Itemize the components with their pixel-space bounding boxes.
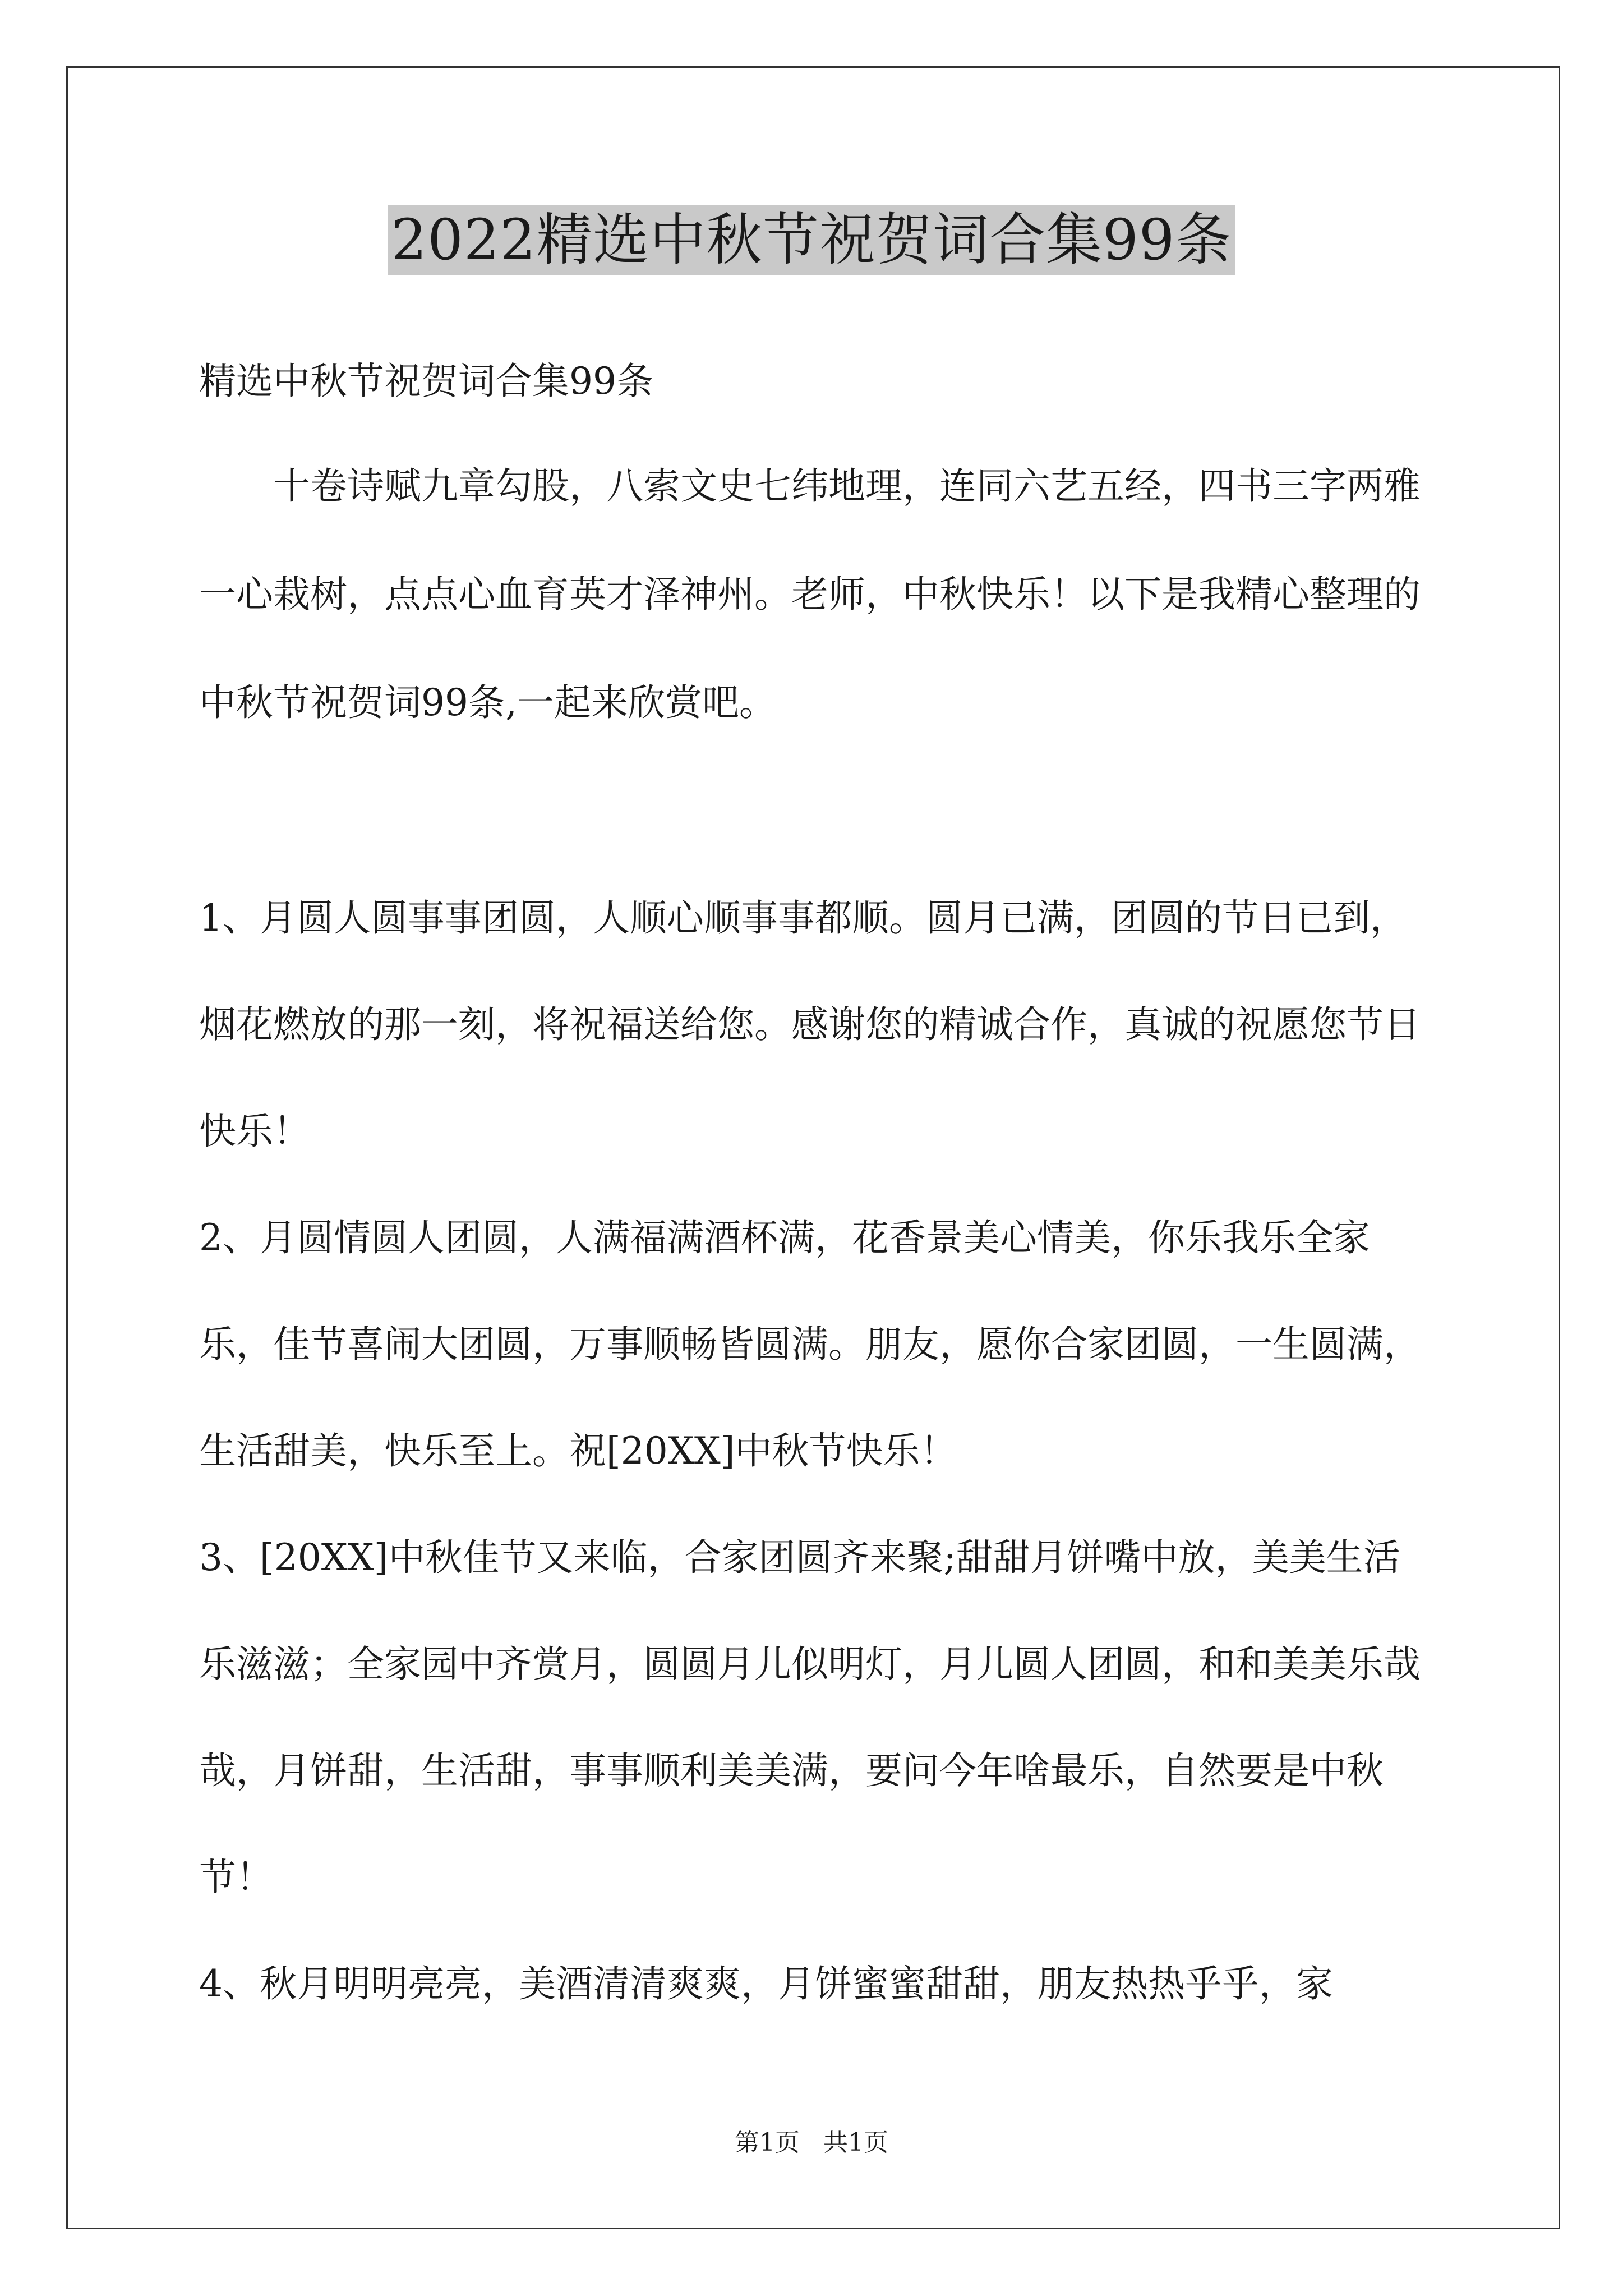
list-item: 3、[20XX]中秋佳节又来临，合家团圆齐来聚;甜甜月饼嘴中放，美美生活乐滋滋；全家园中齐赏月，圆圆月儿似明灯，月儿圆人团圆，和和美美乐哉哉，月饼甜，生活甜，事事顺利美美满，要问今年啥最乐，自然要是中秋节！	[199, 1536, 1421, 1899]
list-item: 1、月圆人圆事事团圆，人顺心顺事事都顺。圆月已满，团圆的节日已到，烟花燃放的那一刻，将祝福送给您。感谢您的精诚合作，真诚的祝愿您节日快乐！	[199, 896, 1421, 1153]
document-subtitle: 精选中秋节祝贺词合集99条	[199, 360, 653, 403]
intro-paragraph: 十卷诗赋九章勾股，八索文史七纬地理，连同六艺五经，四书三字两雅一心栽树，点点心血育英才泽神州。老师，中秋快乐！以下是我精心整理的中秋节祝贺词99条,一起来欣赏吧。	[199, 464, 1421, 724]
document-body	[199, 331, 1433, 2037]
title-container	[0, 205, 1623, 275]
list-item: 4、秋月明明亮亮，美酒清清爽爽，月饼蜜蜜甜甜，朋友热热乎乎，家	[199, 1962, 1333, 2005]
list-item: 2、月圆情圆人团圆，人满福满酒杯满，花香景美心情美，你乐我乐全家乐，佳节喜闹大团圆，万事顺畅皆圆满。朋友，愿你合家团圆，一生圆满，生活甜美，快乐至上。祝[20XX]中秋节快乐！	[199, 1216, 1421, 1473]
page-footer: 第1页 共1页	[735, 2128, 888, 2157]
document-title: 2022精选中秋节祝贺词合集99条	[388, 205, 1235, 275]
